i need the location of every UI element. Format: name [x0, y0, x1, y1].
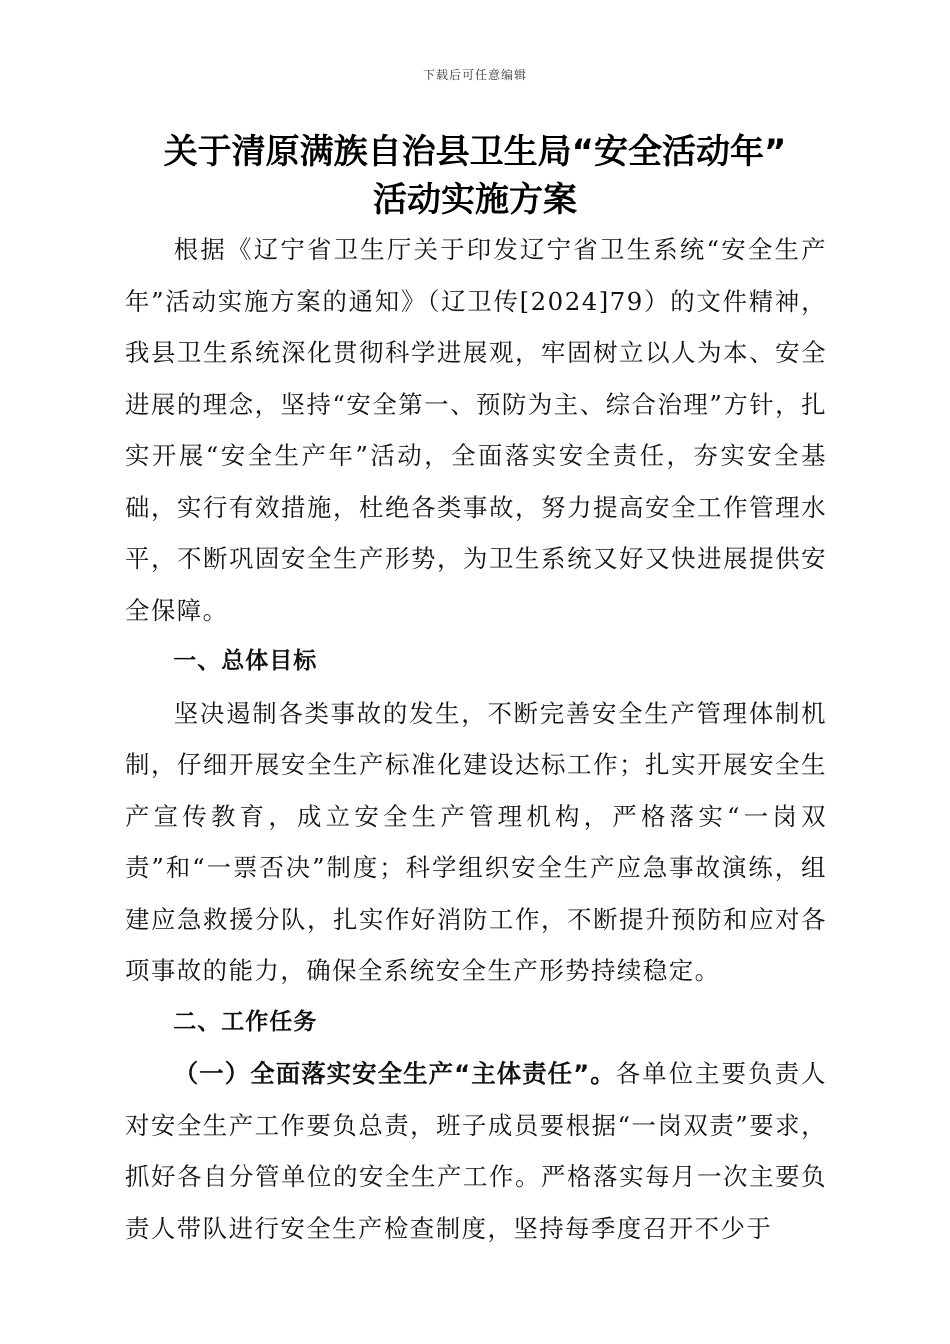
section-heading-goals: 一、总体目标: [173, 648, 318, 674]
document-title-line-2: 活动实施方案: [373, 180, 577, 220]
section-heading-tasks: 二、工作任务: [173, 1008, 318, 1035]
document-title-line-1: 关于清原满族自治县卫生局“安全活动年”: [163, 132, 787, 172]
header-note: 下载后可任意编辑: [422, 68, 527, 82]
task-item-1-paragraph: [125, 1048, 827, 1254]
intro-paragraph: 根据《辽宁省卫生厅关于印发辽宁省卫生系统“安全生产年”活动实施方案的通知》（辽卫传[2024]79）的文件精神，我县卫生系统深化贯彻科学进展观，牢固树立以人为本、安全进展的理念，坚持“安全第一、预防为主、综合治理”方针，扎实开展“安全生产年”活动，全面落实安全责任，夯实安全基础，实行有效措施，杜绝各类事故，努力提高安全工作管理水平，不断巩固安全生产形势，为卫生系统又好又快进展提供安全保障。: [125, 235, 827, 625]
task-item-1-lead: （一）全面落实安全生产“主体责任”。: [173, 1059, 616, 1088]
goals-paragraph: 坚决遏制各类事故的发生，不断完善安全生产管理体制机制，仔细开展安全生产标准化建设达标工作；扎实开展安全生产宣传教育，成立安全生产管理机构，严格落实“一岗双责”和“一票否决”制度；科学组织安全生产应急事故演练，组建应急救援分队，扎实作好消防工作，不断提升预防和应对各项事故的能力，确保全系统安全生产形势持续稳定。: [125, 698, 827, 985]
document-body: [125, 224, 827, 1254]
task-item-1-body: 各单位主要负责人对安全生产工作要负总责，班子成员要根据“一岗双责”要求，抓好各自分管单位的安全生产工作。严格落实每月一次主要负责人带队进行安全生产检查制度，坚持每季度召开不少于: [125, 1059, 827, 1243]
